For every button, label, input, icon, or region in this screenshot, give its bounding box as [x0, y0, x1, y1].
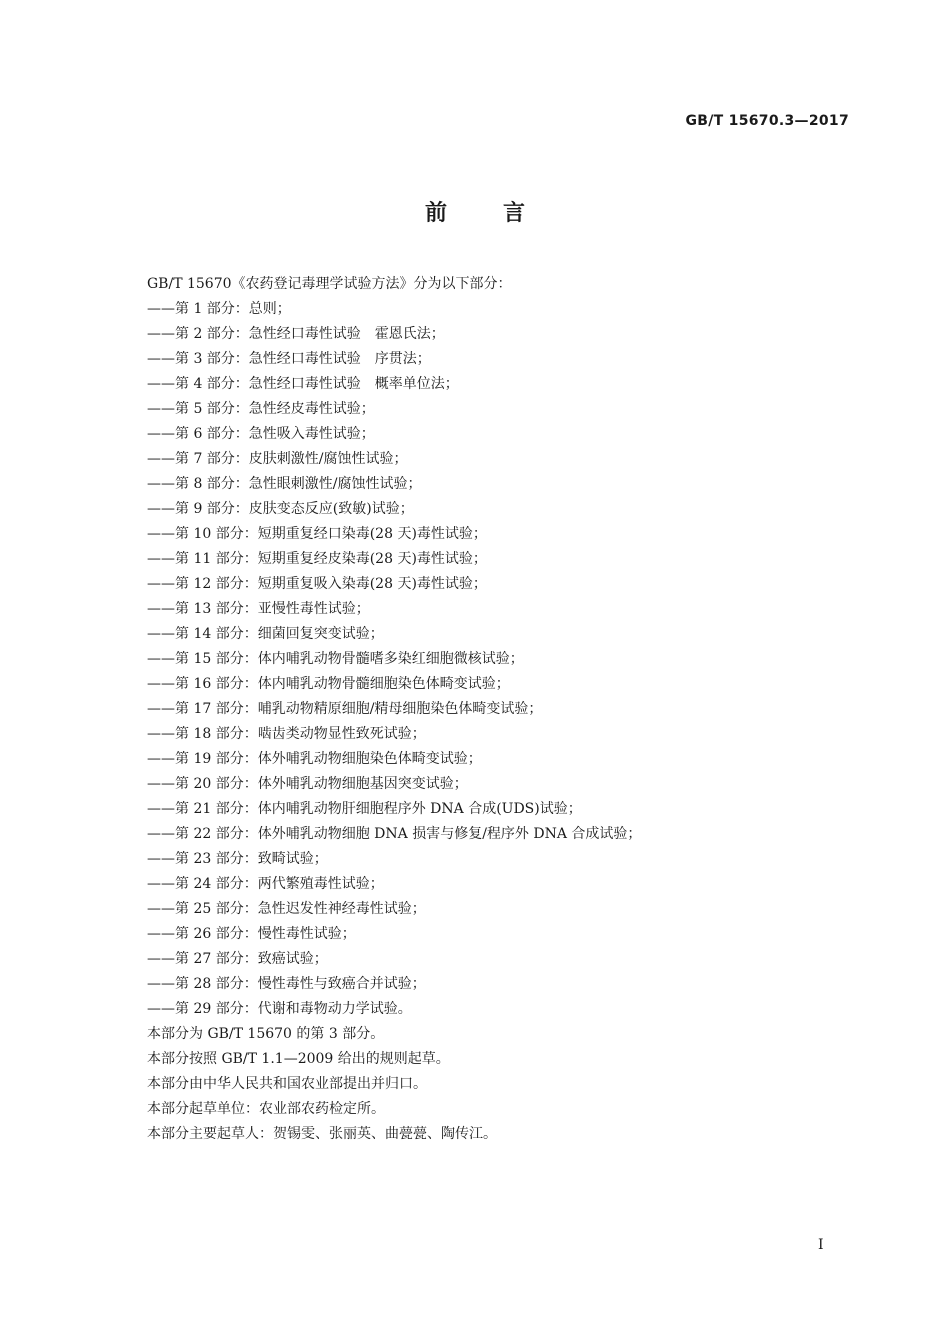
list-item: ——第 27 部分：致癌试验； [147, 951, 328, 967]
list-item: ——第 3 部分：急性经口毒性试验 序贯法； [147, 351, 431, 367]
list-item: ——第 10 部分：短期重复经口染毒(28 天)毒性试验； [147, 526, 487, 542]
list-item: ——第 22 部分：体外哺乳动物细胞 DNA 损害与修复/程序外 DNA 合成试验； [147, 826, 642, 842]
document-body [147, 272, 847, 1147]
list-item: ——第 11 部分：短期重复经皮染毒(28 天)毒性试验； [147, 551, 487, 567]
list-item: ——第 28 部分：慢性毒性与致癌合并试验； [147, 976, 426, 992]
list-item: ——第 19 部分：体外哺乳动物细胞染色体畸变试验； [147, 751, 482, 767]
list-item: ——第 26 部分：慢性毒性试验； [147, 926, 356, 942]
intro-line: GB/T 15670《农药登记毒理学试验方法》分为以下部分： [147, 276, 512, 292]
list-item: ——第 25 部分：急性迟发性神经毒性试验； [147, 901, 426, 917]
list-item: ——第 2 部分：急性经口毒性试验 霍恩氏法； [147, 326, 445, 342]
list-item: ——第 13 部分：亚慢性毒性试验； [147, 601, 370, 617]
parts-list [147, 297, 847, 1022]
list-item: ——第 6 部分：急性吸入毒性试验； [147, 426, 375, 442]
standard-code: GB/T 15670.3—2017 [685, 113, 849, 129]
list-item: ——第 23 部分：致畸试验； [147, 851, 328, 867]
list-item: ——第 12 部分：短期重复吸入染毒(28 天)毒性试验； [147, 576, 487, 592]
list-item: ——第 21 部分：体内哺乳动物肝细胞程序外 DNA 合成(UDS)试验； [147, 801, 582, 817]
statement-line: 本部分主要起草人：贺锡雯、张丽英、曲甍甍、陶传江。 [147, 1126, 497, 1142]
list-item: ——第 24 部分：两代繁殖毒性试验； [147, 876, 384, 892]
list-item: ——第 17 部分：哺乳动物精原细胞/精母细胞染色体畸变试验； [147, 701, 543, 717]
list-item: ——第 7 部分：皮肤刺激性/腐蚀性试验； [147, 451, 408, 467]
list-item: ——第 14 部分：细菌回复突变试验； [147, 626, 384, 642]
list-item: ——第 4 部分：急性经口毒性试验 概率单位法； [147, 376, 459, 392]
statement-line: 本部分按照 GB/T 1.1—2009 给出的规则起草。 [147, 1051, 450, 1067]
list-item: ——第 16 部分：体内哺乳动物骨髓细胞染色体畸变试验； [147, 676, 510, 692]
list-item: ——第 29 部分：代谢和毒物动力学试验。 [147, 1001, 412, 1017]
statement-line: 本部分由中华人民共和国农业部提出并归口。 [147, 1076, 427, 1092]
list-item: ——第 18 部分：啮齿类动物显性致死试验； [147, 726, 426, 742]
page-title: 前言 [424, 201, 581, 226]
list-item: ——第 8 部分：急性眼刺激性/腐蚀性试验； [147, 476, 422, 492]
list-item: ——第 1 部分：总则； [147, 301, 291, 317]
list-item: ——第 9 部分：皮肤变态反应(致敏)试验； [147, 501, 414, 517]
list-item: ——第 5 部分：急性经皮毒性试验； [147, 401, 375, 417]
page-number: I [818, 1237, 824, 1253]
list-item: ——第 20 部分：体外哺乳动物细胞基因突变试验； [147, 776, 468, 792]
statements-section [147, 1022, 847, 1147]
statement-line: 本部分起草单位：农业部农药检定所。 [147, 1101, 385, 1117]
statement-line: 本部分为 GB/T 15670 的第 3 部分。 [147, 1026, 385, 1042]
list-item: ——第 15 部分：体内哺乳动物骨髓嗜多染红细胞微核试验； [147, 651, 524, 667]
